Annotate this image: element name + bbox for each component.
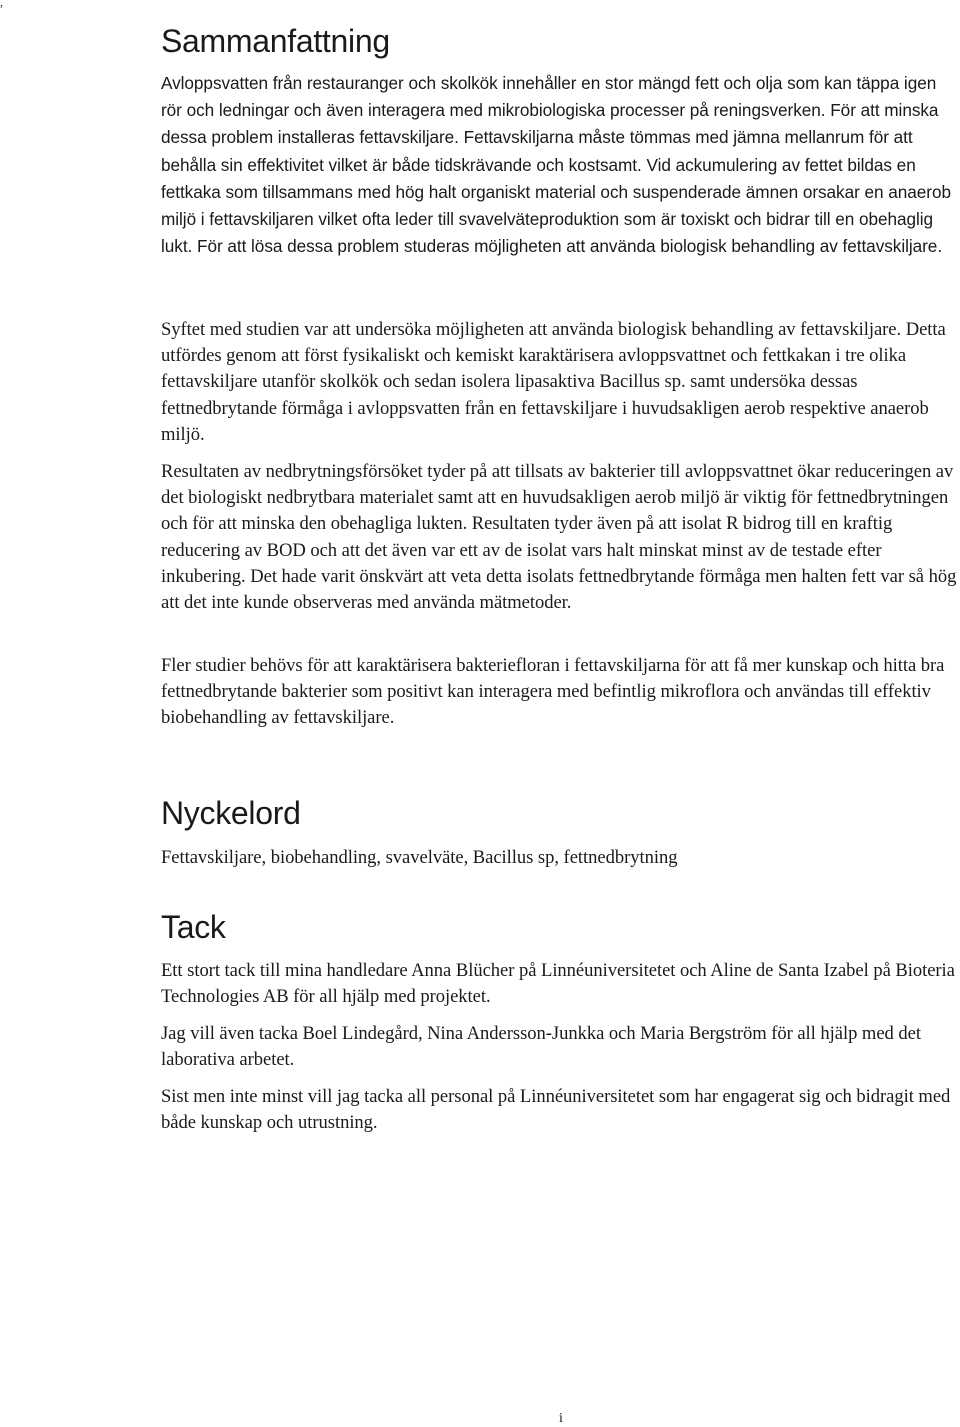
summary-heading: Sammanfattning bbox=[161, 23, 390, 59]
keywords-text: Fettavskiljare, biobehandling, svavelväte, Bacillus sp, fettnedbrytning bbox=[161, 847, 678, 868]
corner-mark: , bbox=[0, 0, 3, 9]
summary-paragraph-1 bbox=[161, 70, 960, 260]
summary-paragraph-1-text: Avloppsvatten från restauranger och skolkök innehåller en stor mängd fett och olja som kan täppa igen rör och ledningar och även interagera med mikrobiologiska processer på reningsverken. För att minska dessa problem installeras fettavskiljare. Fettavskiljarna måste tömmas med jämna mellanrum för att behålla sin effektivitet vilket är både tidskrävande och kostsamt. Vid ackumulering av fettet bildas en fettkaka som tillsammans med hög halt organiskt material och suspenderade ämnen orsakar en anaerob miljö i fettavskiljaren vilket ofta leder till svavelväteproduktion som är toxiskt och bidrar till en obehaglig lukt. För att lösa dessa problem studeras möjligheten att använda biologisk behandling av fettavskiljare. bbox=[161, 73, 951, 257]
thanks-paragraph-3: Sist men inte minst vill jag tacka all personal på Linnéuniversitetet som har engagerat sig och bidragit med både kunskap och utrustning. bbox=[161, 1086, 951, 1134]
thanks-paragraph-1: Ett stort tack till mina handledare Anna Blücher på Linnéuniversitetet och Aline de Santa Izabel på Bioteria Technologies AB för all hjälp med projektet. bbox=[161, 960, 955, 1008]
thanks-heading: Tack bbox=[161, 909, 226, 945]
summary-paragraph-4: Fler studier behövs för att karaktärisera bakteriefloran i fettavskiljarna för att få mer kunskap och hitta bra fettnedbrytande bakterier som positivt kan interagera med befintlig mikroflora och användas till effektiv biobehandling av fettavskiljare. bbox=[161, 655, 945, 729]
summary-paragraph-2: Syftet med studien var att undersöka möjligheten att använda biologisk behandling av fettavskiljare. Detta utfördes genom att först fysikaliskt och kemiskt karaktärisera avloppsvattnet och fettkakan i tre olika fettavskiljare utanför skolkök och sedan isolera lipasaktiva Bacillus sp. samt undersöka dessas fettnedbrytande förmåga i avloppsvatten från en fettavskiljare i huvudsakligen aerob respektive anaerob miljö. bbox=[161, 319, 946, 445]
thanks-paragraph-2: Jag vill även tacka Boel Lindegård, Nina Andersson-Junkka och Maria Bergström för all hjälp med det laborativa arbetet. bbox=[161, 1023, 921, 1071]
keywords-heading: Nyckelord bbox=[161, 795, 301, 831]
page-number: i bbox=[559, 1411, 563, 1426]
summary-paragraph-3: Resultaten av nedbrytningsförsöket tyder på att tillsats av bakterier till avloppsvattnet ökar reduceringen av det biologiskt nedbrytbara materialet samt att en huvudsakligen aerob miljö är viktig för fettnedbrytningen och för att minska den obehagliga lukten. Resultaten tyder även på att isolat R bidrog till en kraftig reducering av BOD och att det även var ett av de isolat vars halt minskat minst av de testade efter inkubering. Det hade varit önskvärt att veta detta isolats fettnedbrytande förmåga men halten fett var så hög att det inte kunde observeras med använda mätmetoder. bbox=[161, 461, 957, 614]
